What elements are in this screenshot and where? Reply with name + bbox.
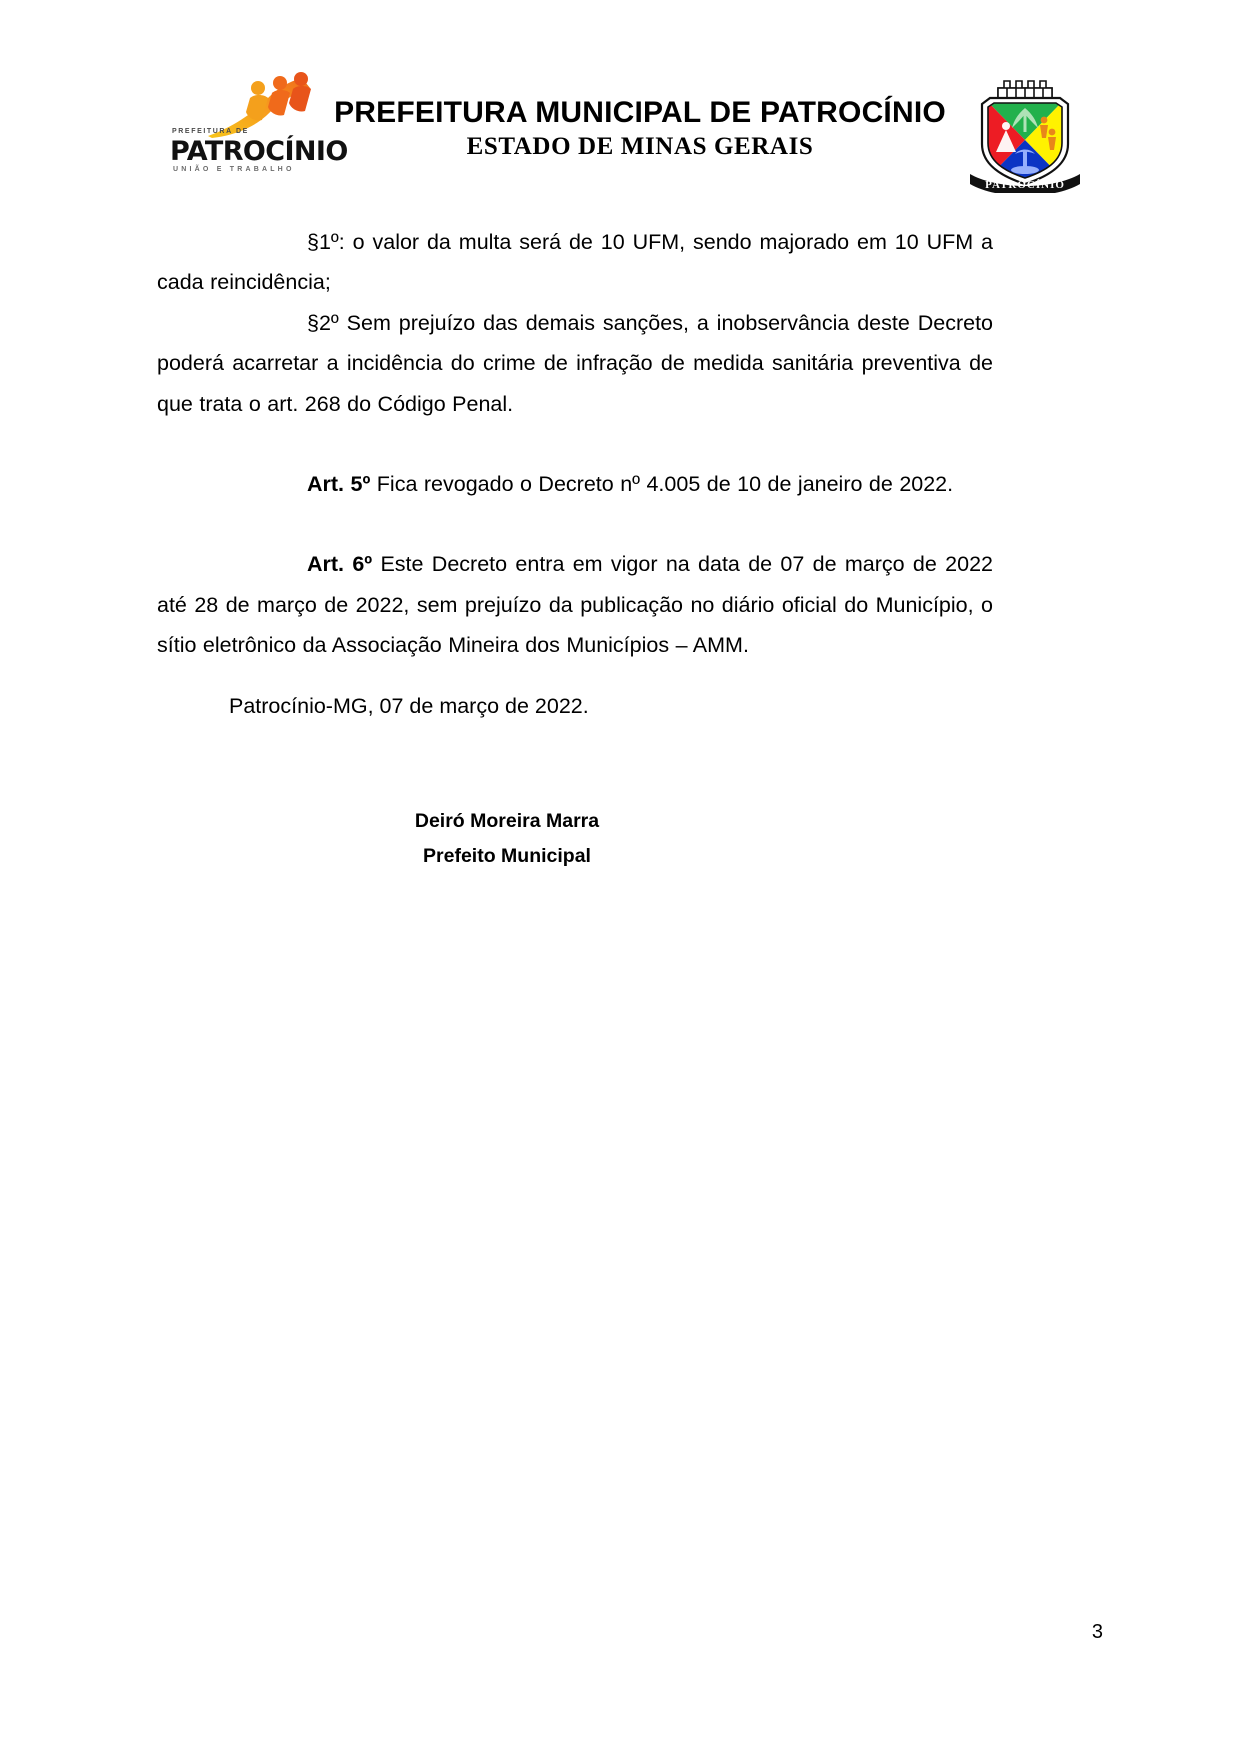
logo-tagline: UNIÃO E TRABALHO [173, 165, 295, 173]
coat-of-arms-icon [960, 58, 1090, 193]
paragraph-1: §1º: o valor da multa será de 10 UFM, sendo majorado em 10 UFM a cada reincidência; [157, 230, 993, 295]
paragraph-2: §2º Sem prejuízo das demais sanções, a inobservância deste Decreto poderá acarretar a incidência do crime de infração de medida sanitária preventiva de que trata o art. 268 do Código Penal. [157, 310, 993, 416]
document-body [157, 222, 993, 873]
article-5-label: Art. 5º [307, 472, 371, 497]
coat-of-arms-banner-text: PATROCÍNIO [985, 179, 1065, 191]
article-6-text: Este Decreto entra em vigor na data de 07 de março de 2022 até 28 de março de 2022, sem prejuízo da publicação no diário oficial do Município, o sítio eletrônico da Associação Mineira dos Municípios – AMM. [157, 552, 993, 658]
prefeitura-logo [160, 66, 348, 186]
paragraph-spacer [157, 666, 993, 686]
logo-wordmark: PATROCÍNIO [170, 135, 348, 167]
paragraph-spacer [157, 424, 993, 464]
article-6-label: Art. 6º [307, 552, 373, 577]
article-5-paragraph [157, 464, 993, 504]
logo-kicker-text: PREFEITURA DE [172, 127, 249, 135]
header-title-sub: ESTADO DE MINAS GERAIS [466, 133, 814, 160]
signature-block [157, 804, 993, 873]
signature-role: Prefeito Municipal [423, 844, 591, 867]
article-5-text: Fica revogado o Decreto nº 4.005 de 10 de janeiro de 2022. [370, 472, 954, 497]
header-title-main: PREFEITURA MUNICIPAL DE PATROCÍNIO [334, 96, 946, 129]
paragraph-spacer [157, 504, 993, 544]
document-header [160, 58, 1090, 193]
header-title-block [320, 96, 960, 161]
page-number: 3 [1091, 1621, 1103, 1643]
article-6-paragraph [157, 544, 993, 665]
date-line: Patrocínio-MG, 07 de março de 2022. [229, 693, 589, 718]
signature-name: Deiró Moreira Marra [414, 810, 600, 833]
